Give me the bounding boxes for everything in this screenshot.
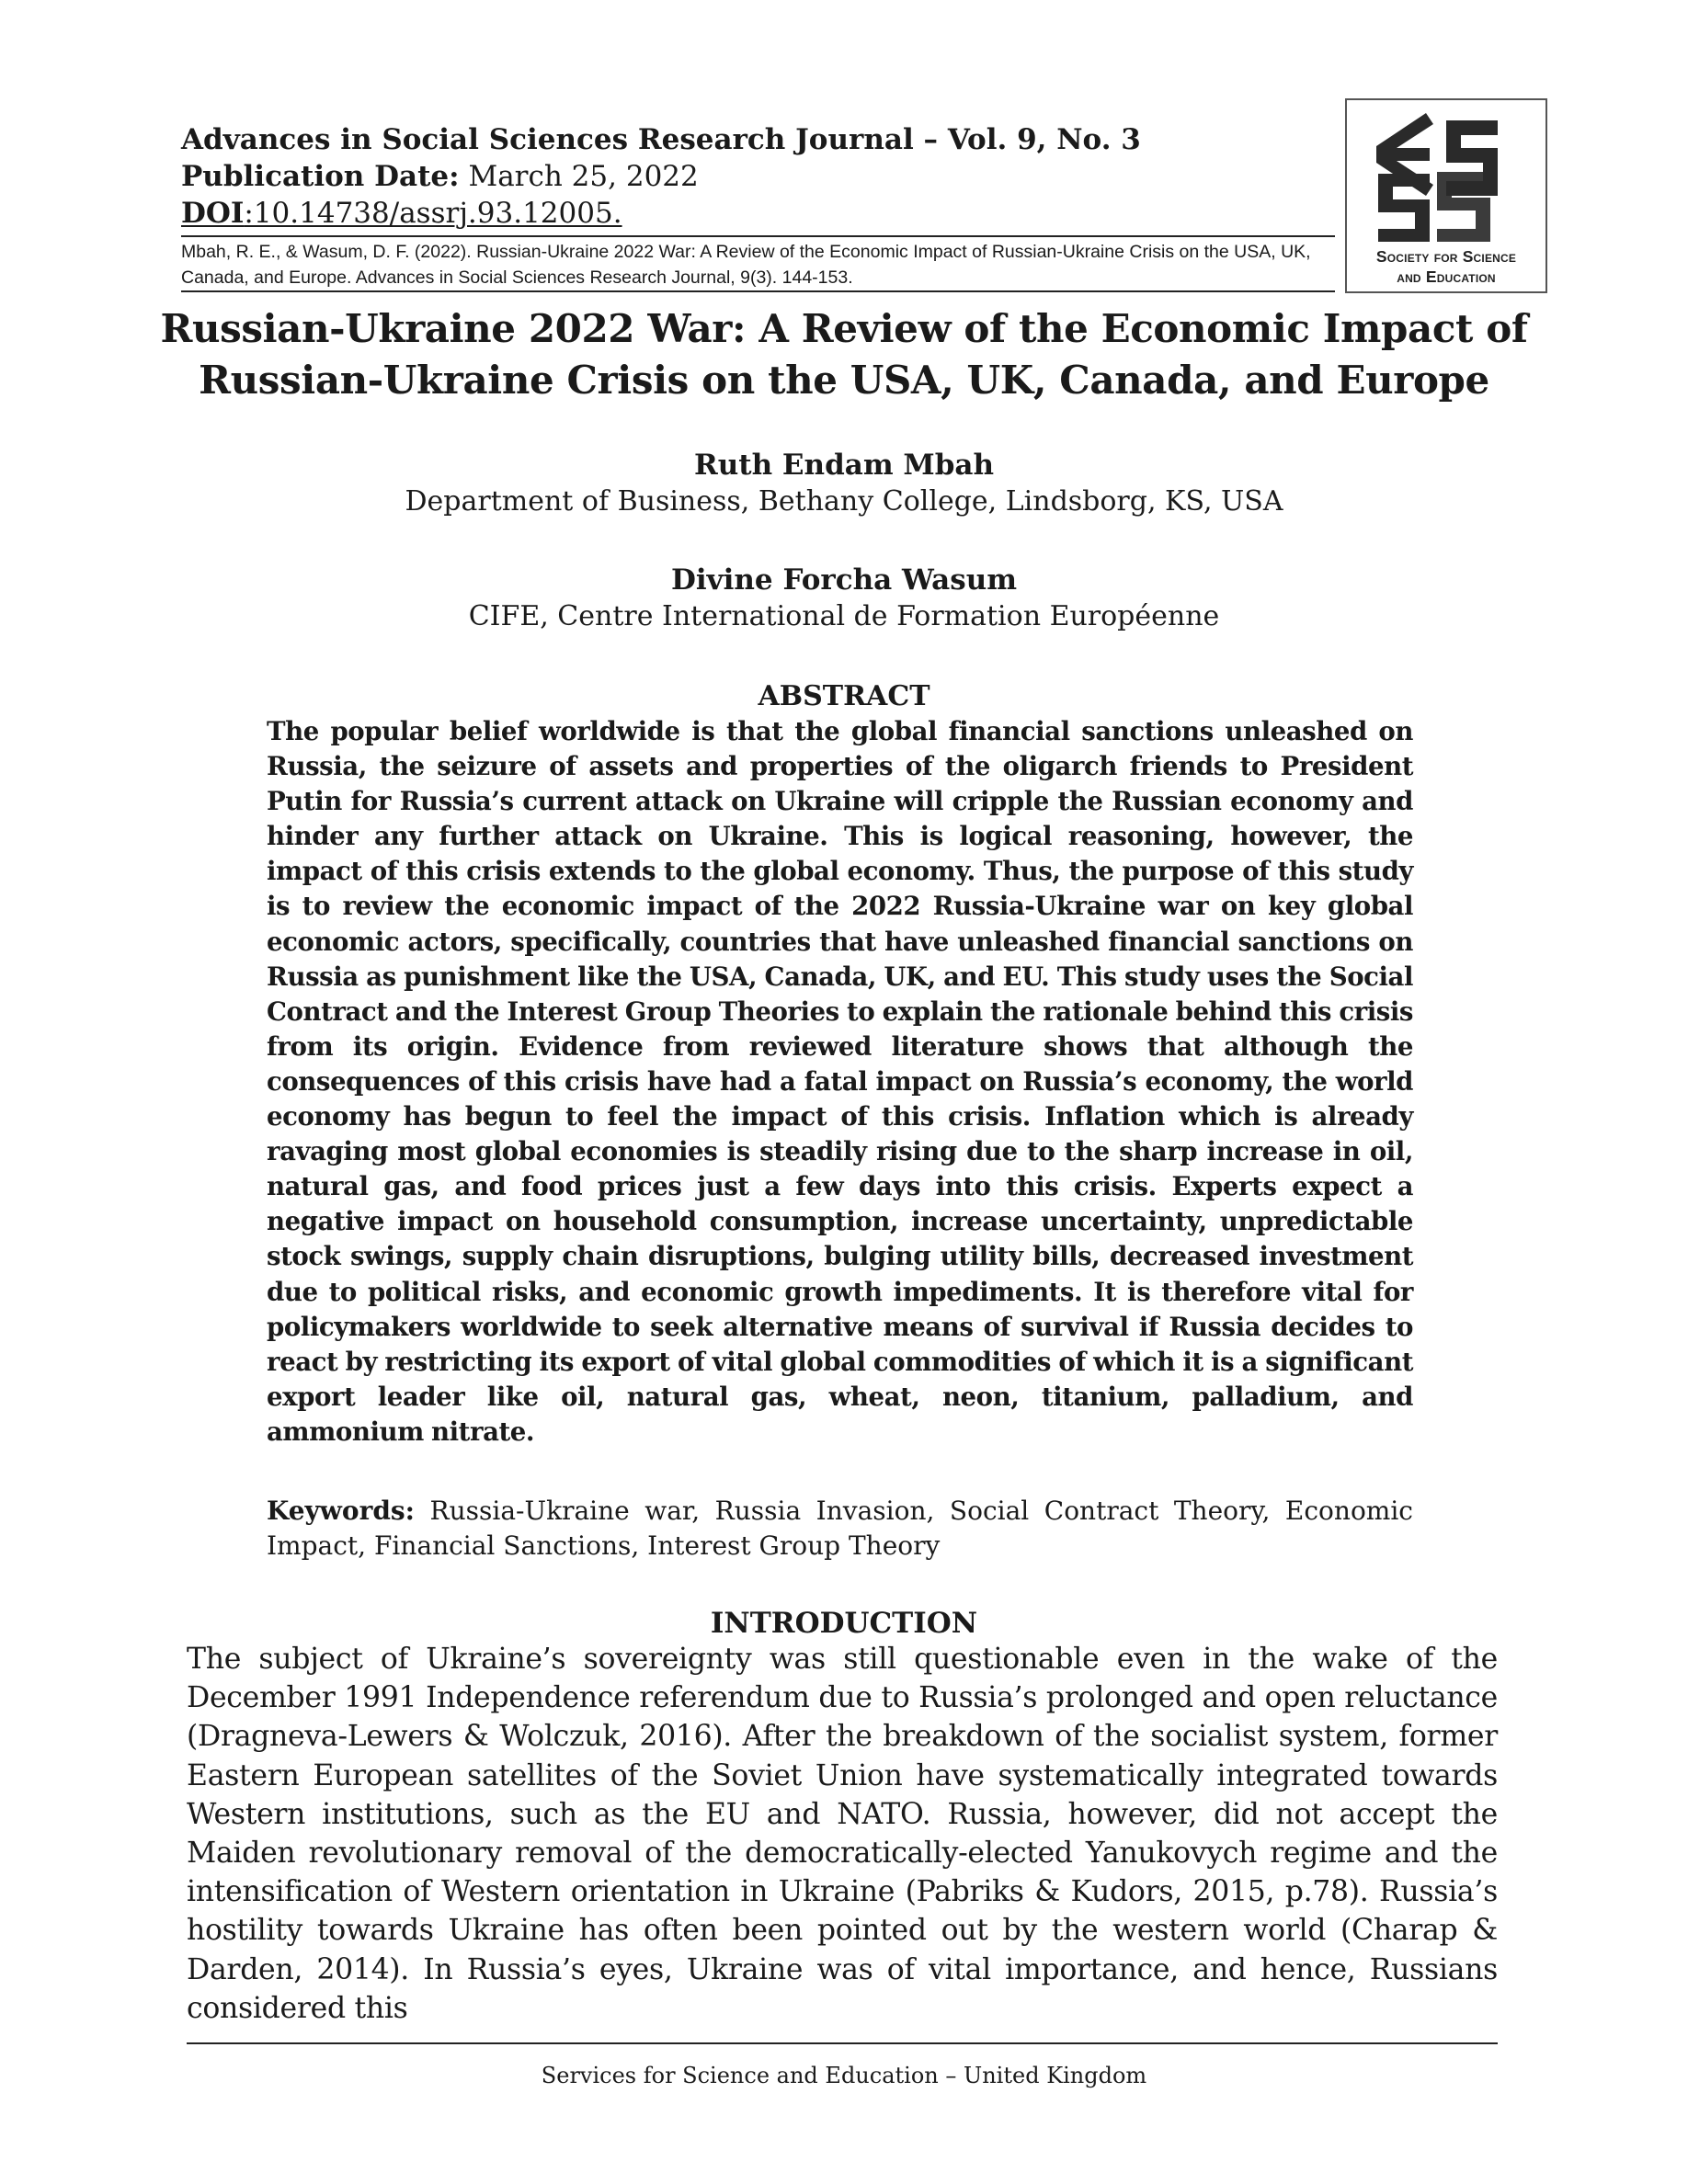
abstract-heading: ABSTRACT <box>758 680 930 712</box>
sse-logo <box>1345 98 1547 293</box>
author-affiliation: Department of Business, Bethany College, Lindsborg, KS, USA <box>405 485 1283 518</box>
author-block-2 <box>120 562 1568 635</box>
logo-text-line1: Society for Science <box>1375 247 1517 266</box>
keywords-text: Russia-Ukraine war, Russia Invasion, Social Contract Theory, Economic Impact, Financial Sanctions, Interest Group Theory <box>267 1496 1413 1561</box>
keywords-label: Keywords: <box>267 1496 416 1526</box>
abstract-text: The popular belief worldwide is that the global financial sanctions unleashed on Russia, the seizure of assets and properties of the oligarch friends to President Putin for Russia’s current attack on Ukraine will cripple the Russian economy and hinder any further attack on Ukraine. This is logical reasoning, however, the impact of this crisis extends to the global economy. Thus, the purpose of this study is to review the economic impact of the 2022 Russia-Ukraine war on key global economic actors, specifically, countries that have unleashed financial sanctions on Russia as punishment like the USA, Canada, UK, and EU. This study uses the Social Contract and the Interest Group Theories to explain the rationale behind this crisis from its origin. Evidence from reviewed literature shows that although the consequences of this crisis have had a fatal impact on Russia’s economy, the world economy has begun to feel the impact of this crisis. Inflation which is already ravaging most global economies is steadily rising due to the sharp increase in oil, natural gas, and food prices just a few days into this crisis. Experts expect a negative impact on household consumption, increase uncertainty, unpredictable stock swings, supply chain disruptions, bulging utility bills, decreased investment due to political risks, and economic growth impediments. It is therefore vital for policymakers worldwide to seek alternative means of survival if Russia decides to react by restricting its export of vital global commodities of which it is a significant export leader like oil, natural gas, wheat, neon, titanium, palladium, and ammonium nitrate. <box>267 716 1413 1447</box>
keywords <box>267 1494 1413 1564</box>
author-name: Divine Forcha Wasum <box>670 563 1018 597</box>
page-footer: Services for Science and Education – United Kingdom <box>541 2063 1147 2088</box>
publication-date-value: March 25, 2022 <box>459 160 699 193</box>
author-block-1 <box>120 447 1568 520</box>
journal-title: Advances in Social Sciences Research Journal – Vol. 9, No. 3 <box>181 123 1141 156</box>
paper-title: Russian-Ukraine 2022 War: A Review of the Economic Impact of Russian-Ukraine Crisis on the USA, UK, Canada, and Europe <box>160 306 1528 403</box>
sse-logo-icon <box>1369 108 1527 245</box>
doi-line[interactable] <box>181 195 1335 232</box>
doi-value[interactable]: :10.14738/assrj.93.12005. <box>244 197 622 230</box>
doi-label: DOI <box>181 197 245 230</box>
introduction-text: The subject of Ukraine’s sovereignty was still questionable even in the wake of the December 1991 Independence referendum due to Russia’s prolonged and open reluctance (Dragneva-Lewers & Wolczuk, 2016). After the breakdown of the socialist system, former Eastern European satellites of the Soviet Union have systematically integrated towards Western institutions, such as the EU and NATO. Russia, however, did not accept the Maiden revolutionary removal of the democratically-elected Yanukovych regime and the intensification of Western orientation in Ukraine (Pabriks & Kudors, 2015, p.78). Russia’s hostility towards Ukraine has often been pointed out by the western world (Charap & Darden, 2014). In Russia’s eyes, Ukraine was of vital importance, and hence, Russians considered this <box>187 1643 1498 2025</box>
logo-text-line2: and Education <box>1397 267 1496 286</box>
introduction-heading: INTRODUCTION <box>710 1607 978 1640</box>
header-rule-top <box>181 235 1335 237</box>
author-name: Ruth Endam Mbah <box>693 449 995 482</box>
footer-rule <box>187 2042 1498 2044</box>
citation: Mbah, R. E., & Wasum, D. F. (2022). Russian-Ukraine 2022 War: A Review of the Economic Impact of Russian-Ukraine Crisis on the USA, UK, Canada, and Europe. Advances in Social Sciences Research Journal, 9(3). 144-153. <box>181 242 1311 288</box>
journal-header <box>181 121 1335 232</box>
publication-date-line <box>181 158 1335 195</box>
author-affiliation: CIFE, Centre International de Formation Européenne <box>468 600 1220 632</box>
header-rule-bottom <box>181 290 1335 292</box>
publication-date-label: Publication Date: <box>181 160 460 193</box>
